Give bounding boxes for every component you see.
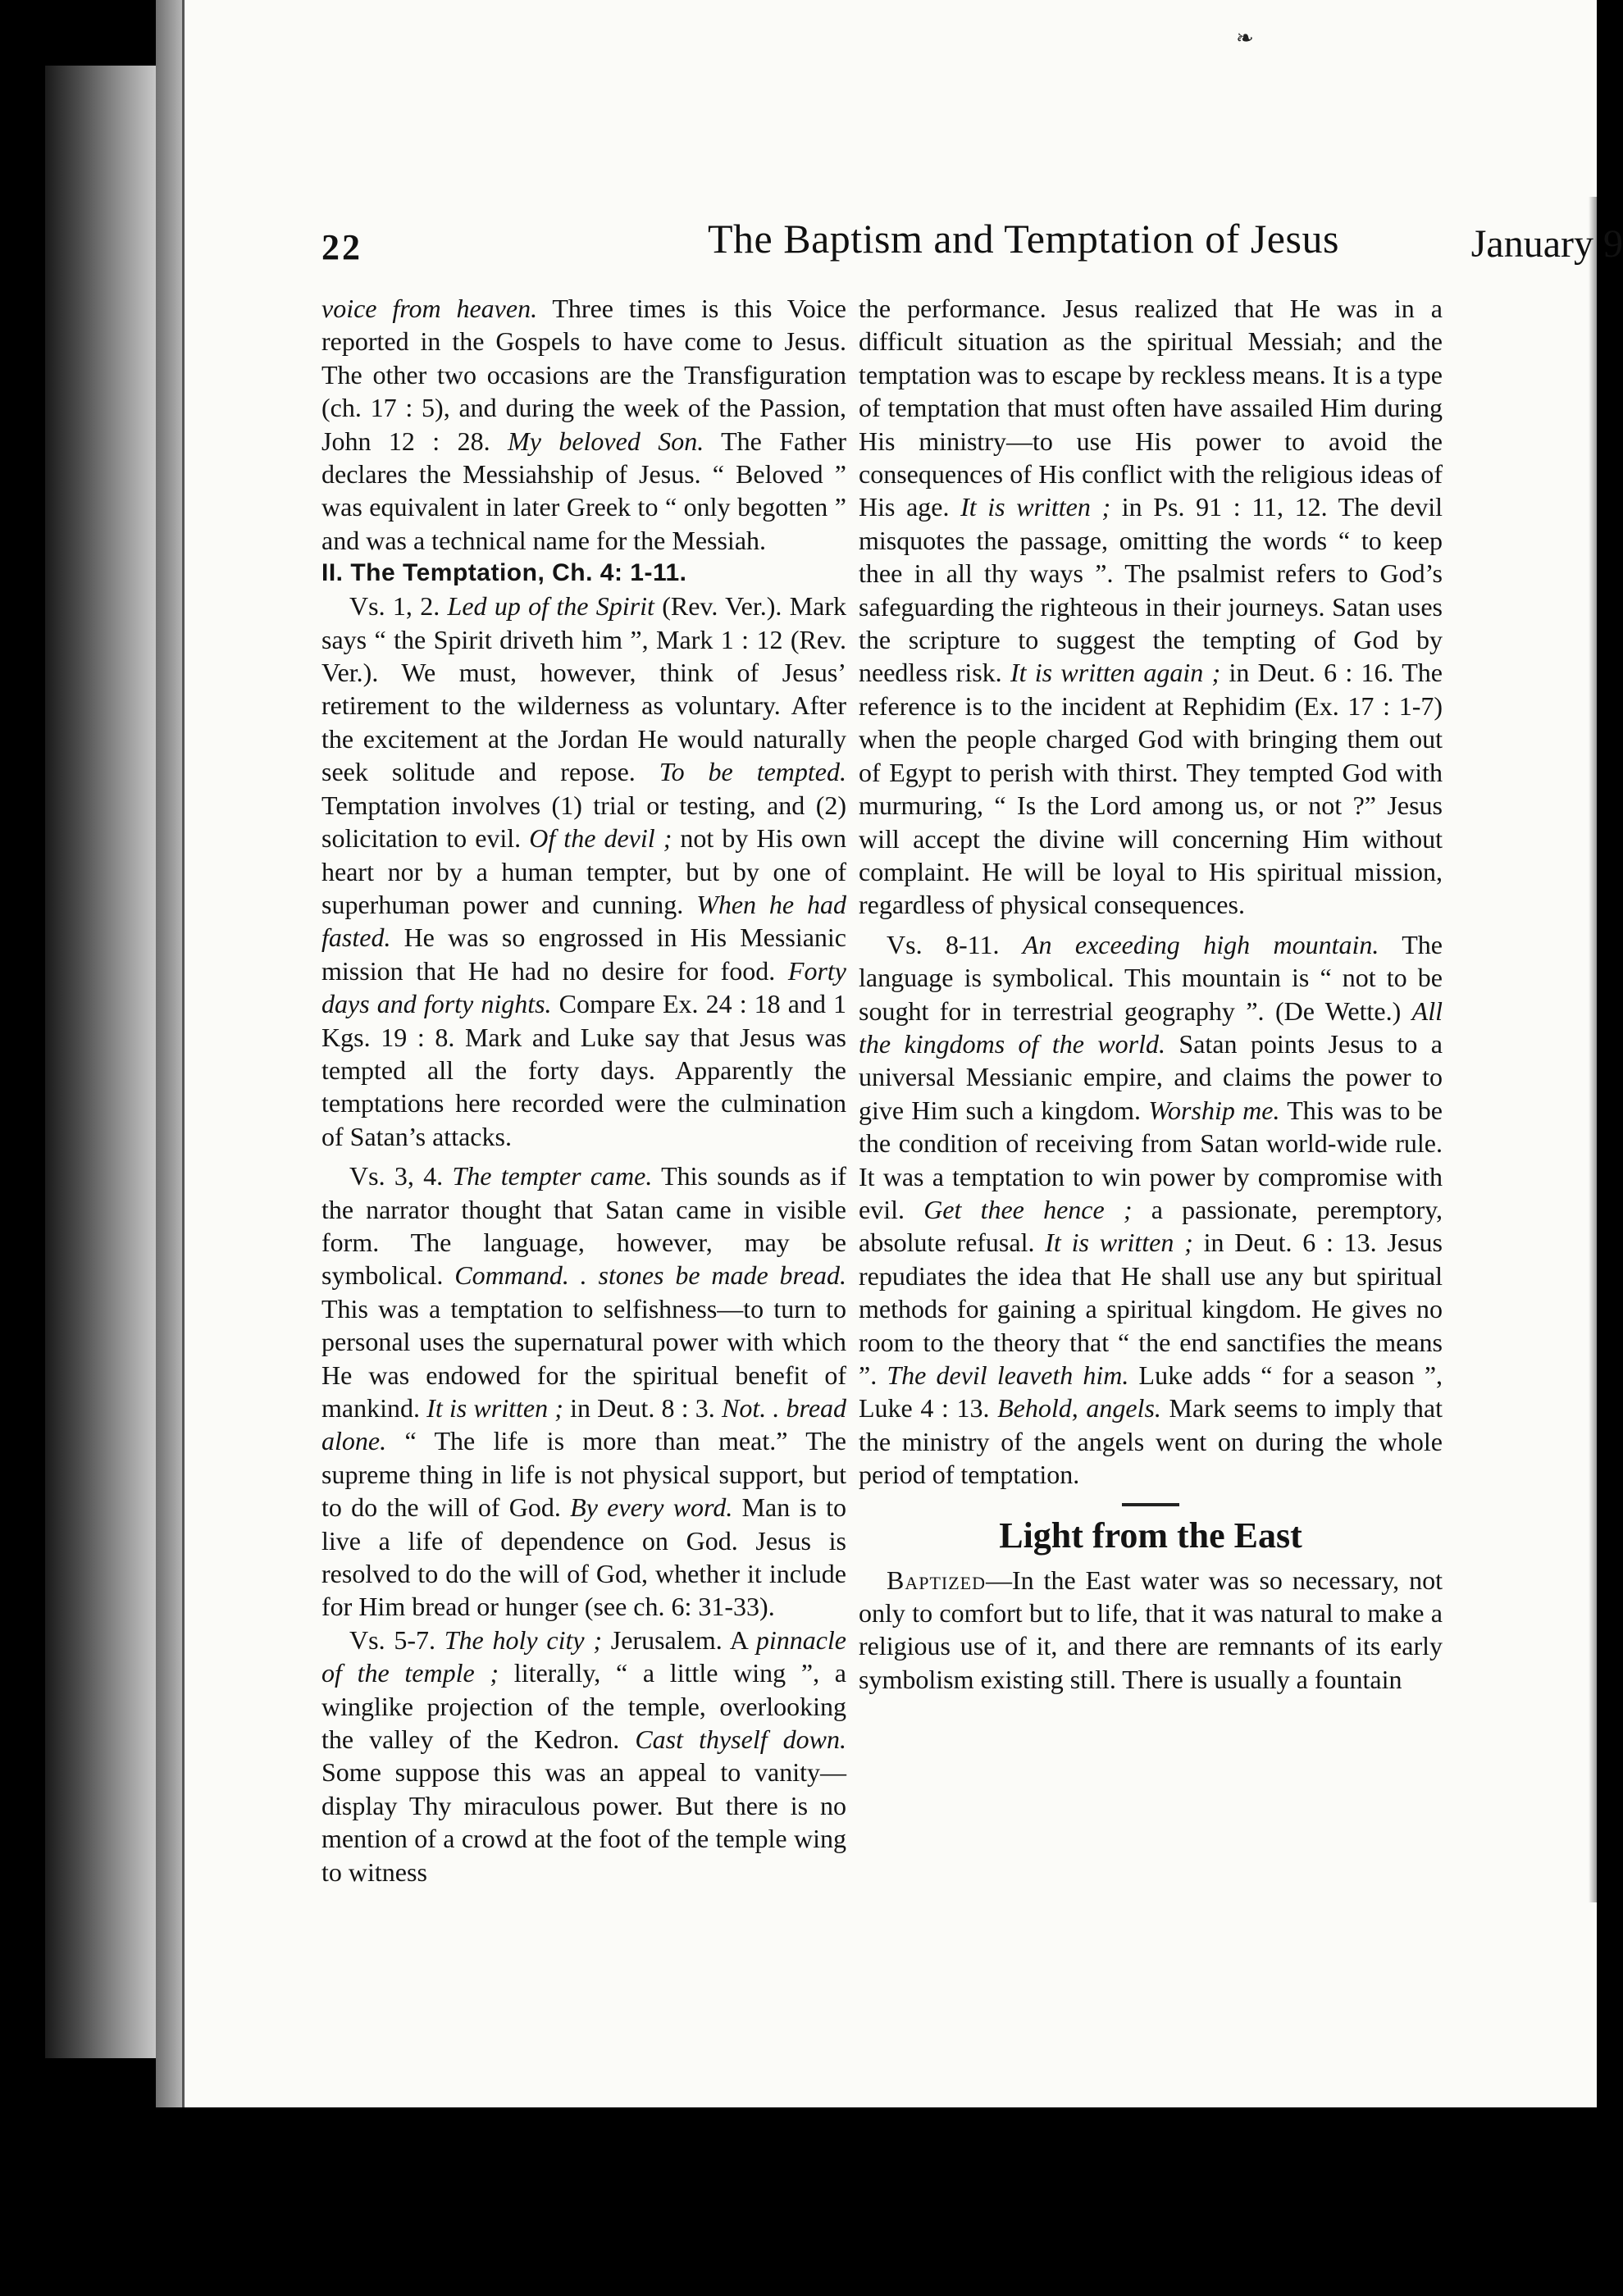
paragraph: the performance. Jesus realized that He was in a difficult situation as the spiritual Messiah; and the temptation was to escape by reckless means. It is a type of temptation that must often have assailed Him during His ministry—to use His power to avoid the consequences of His conflict with the religious ideas of His age. It is written ; in Ps. 91 : 11, 12. The devil misquotes the passage, omitting the words “ to keep thee in all thy ways ”. The psalmist refers to God’s safeguarding the righteous in their journeys. Satan uses the scripture to suggest the tempting of God by needless risk. It is written again ; in Deut. 6 : 16. The reference is to the incident at Rephidim (Ex. 17 : 1-7) when the people charged God with bringing them out of Egypt to perish with thirst. They tempted God with murmuring, “ Is the Lord among us, or not ?” Jesus will accept the divine will concerning Him without complaint. He will be loyal to His spiritual mission, regardless of physical consequences. [859,294,1443,920]
italic-phrase: Not. . bread alone. [321,1393,847,1456]
page-edge [1589,197,1597,1902]
paragraph: voice from heaven. Three times is this Voice reported in the Gospels to have come to Jesus. The other two occasions are the Transfiguration (ch. 17 : 5), and during the week of the Passion, John 12 : 28. My beloved Son. The Father declares the Messiahship of Jesus. “ Beloved ” was equivalent in later Greek to “ only begotten ” and was a technical name for the Messiah. [321,294,847,555]
running-title: The Baptism and Temptation of Jesus [708,216,1339,262]
italic-phrase: Led up of the Spirit [447,591,654,622]
italic-phrase: An exceeding high mountain. [1022,929,1379,959]
paragraph: Vs. 3, 4. The tempter came. This sounds as if the narrator thought that Satan came in visible form. The language, however, may be symbolical. Command. . stones be made bread. This was a temptation to selfishness—to turn to personal uses the supernatural power with which He was endowed for the spiritual benefit of mankind. It is written ; in Deut. 8 : 3. Not. . bread alone. “ The life is more than meat.” The supreme thing in life is not physical support, but to do the will of God. By every word. Man is to live a life of dependence on God. Jesus is resolved to do the will of God, whether it include for Him bread or hunger (see ch. 6: 31-33). [321,1161,847,1622]
italic-phrase: It is written ; [960,492,1111,522]
ink-smudge: ❧ [1236,26,1254,50]
section-heading: II. The Temptation, Ch. 4: 1-11. [321,559,687,587]
italic-phrase: Command. . stones be made bread. [454,1260,847,1291]
lesson-date: January 9 [1470,222,1623,266]
italic-phrase: The holy city ; [444,1624,602,1655]
italic-phrase: Behold, angels. [997,1393,1161,1424]
paragraph [859,1564,1443,1697]
italic-phrase: It is written ; [1045,1228,1193,1258]
running-header [321,216,1623,277]
italic-phrase: By every word. [570,1492,733,1523]
paragraph: Vs. 1, 2. Led up of the Spirit (Rev. Ver.). Mark says “ the Spirit driveth him ”, Mark 1 : 12 (Rev. Ver.). We must, however, think of Jesus’ retirement to the wilderness as voluntary. After the excitement at the Jordan He would naturally seek solitude and repose. To be tempted. Temptation involves (1) trial or testing, and (2) solicitation to evil. Of the devil ; not by His own heart nor by a human tempter, but by one of superhuman power and cunning. When he had fasted. He was so engrossed in His Messianic mission that He had no desire for food. Forty days and forty nights. Compare Ex. 24 : 18 and 1 Kgs. 19 : 8. Mark and Luke say that Jesus was tempted all the forty days. Apparently the temptations here recorded were the culmination of Satan’s attacks. [321,591,847,1151]
left-column [321,292,846,1888]
paragraph-text: —In the East water was so necessary, not only to comfort but to life, that it was natural to make a religious use of it, and there are remnants of its early symbolism existing still. There is usually a fountain [859,1565,1443,1694]
italic-phrase: It is written again ; [1010,658,1221,688]
italic-phrase: Get thee hence ; [923,1194,1133,1224]
paragraph: Vs. 8-11. An exceeding high mountain. The language is symbolical. This mountain is “ not to be sought for in terrestrial geography ”. (De Wette.) All the kingdoms of the world. Satan points Jesus to a universal Messianic empire, and claims the power to give Him such a kingdom. Worship me. This was to be the condition of receiving from Satan world-wide rule. It was a temptation to win power by compromise with evil. Get thee hence ; a passionate, peremptory, absolute refusal. It is written ; in Deut. 6 : 13. Jesus repudiates the idea that He shall use any but spiritual methods for gaining a spiritual kingdom. He gives no room to the theory that “ the end sanctifies the means ”. The devil leaveth him. Luke adds “ for a season ”, Luke 4 : 13. Behold, angels. Mark seems to imply that the ministry of the angels went on during the whole period of temptation. [859,929,1443,1490]
section-divider [1122,1503,1179,1506]
section-heading: Light from the East [999,1515,1302,1556]
italic-phrase: My beloved Son. [508,426,704,456]
italic-phrase: Forty days and forty nights. [321,955,846,1019]
paragraph: Vs. 5-7. The holy city ; Jerusalem. A pinnacle of the temple ; literally, “ a little wing ”, a winglike projection of the temple, overlooking the valley of the Kedron. Cast thyself down. Some suppose this was an appeal to vanity—display Thy miraculous power. But there is no mention of a crowd at the foot of the temple wing to witness [321,1624,847,1887]
italic-phrase: To be tempted. [659,757,847,787]
page-number: 22 [321,227,362,267]
italic-phrase: All the kingdoms of the world. [859,995,1443,1059]
italic-phrase: Cast thyself down. [635,1724,846,1755]
italic-phrase: pinnacle of the temple ; [321,1624,846,1688]
italic-phrase: voice from heaven. [321,294,538,323]
italic-phrase: The devil leaveth him. [887,1360,1129,1390]
book-page [182,0,1623,2107]
right-column [859,292,1443,1696]
italic-phrase: Worship me. [1148,1095,1280,1125]
italic-phrase: The tempter came. [452,1161,653,1191]
run-in-heading: Baptized [887,1565,986,1595]
italic-phrase: Of the devil ; [529,823,672,854]
italic-phrase: When he had fasted. [321,889,847,953]
italic-phrase: It is written ; [426,1393,563,1423]
